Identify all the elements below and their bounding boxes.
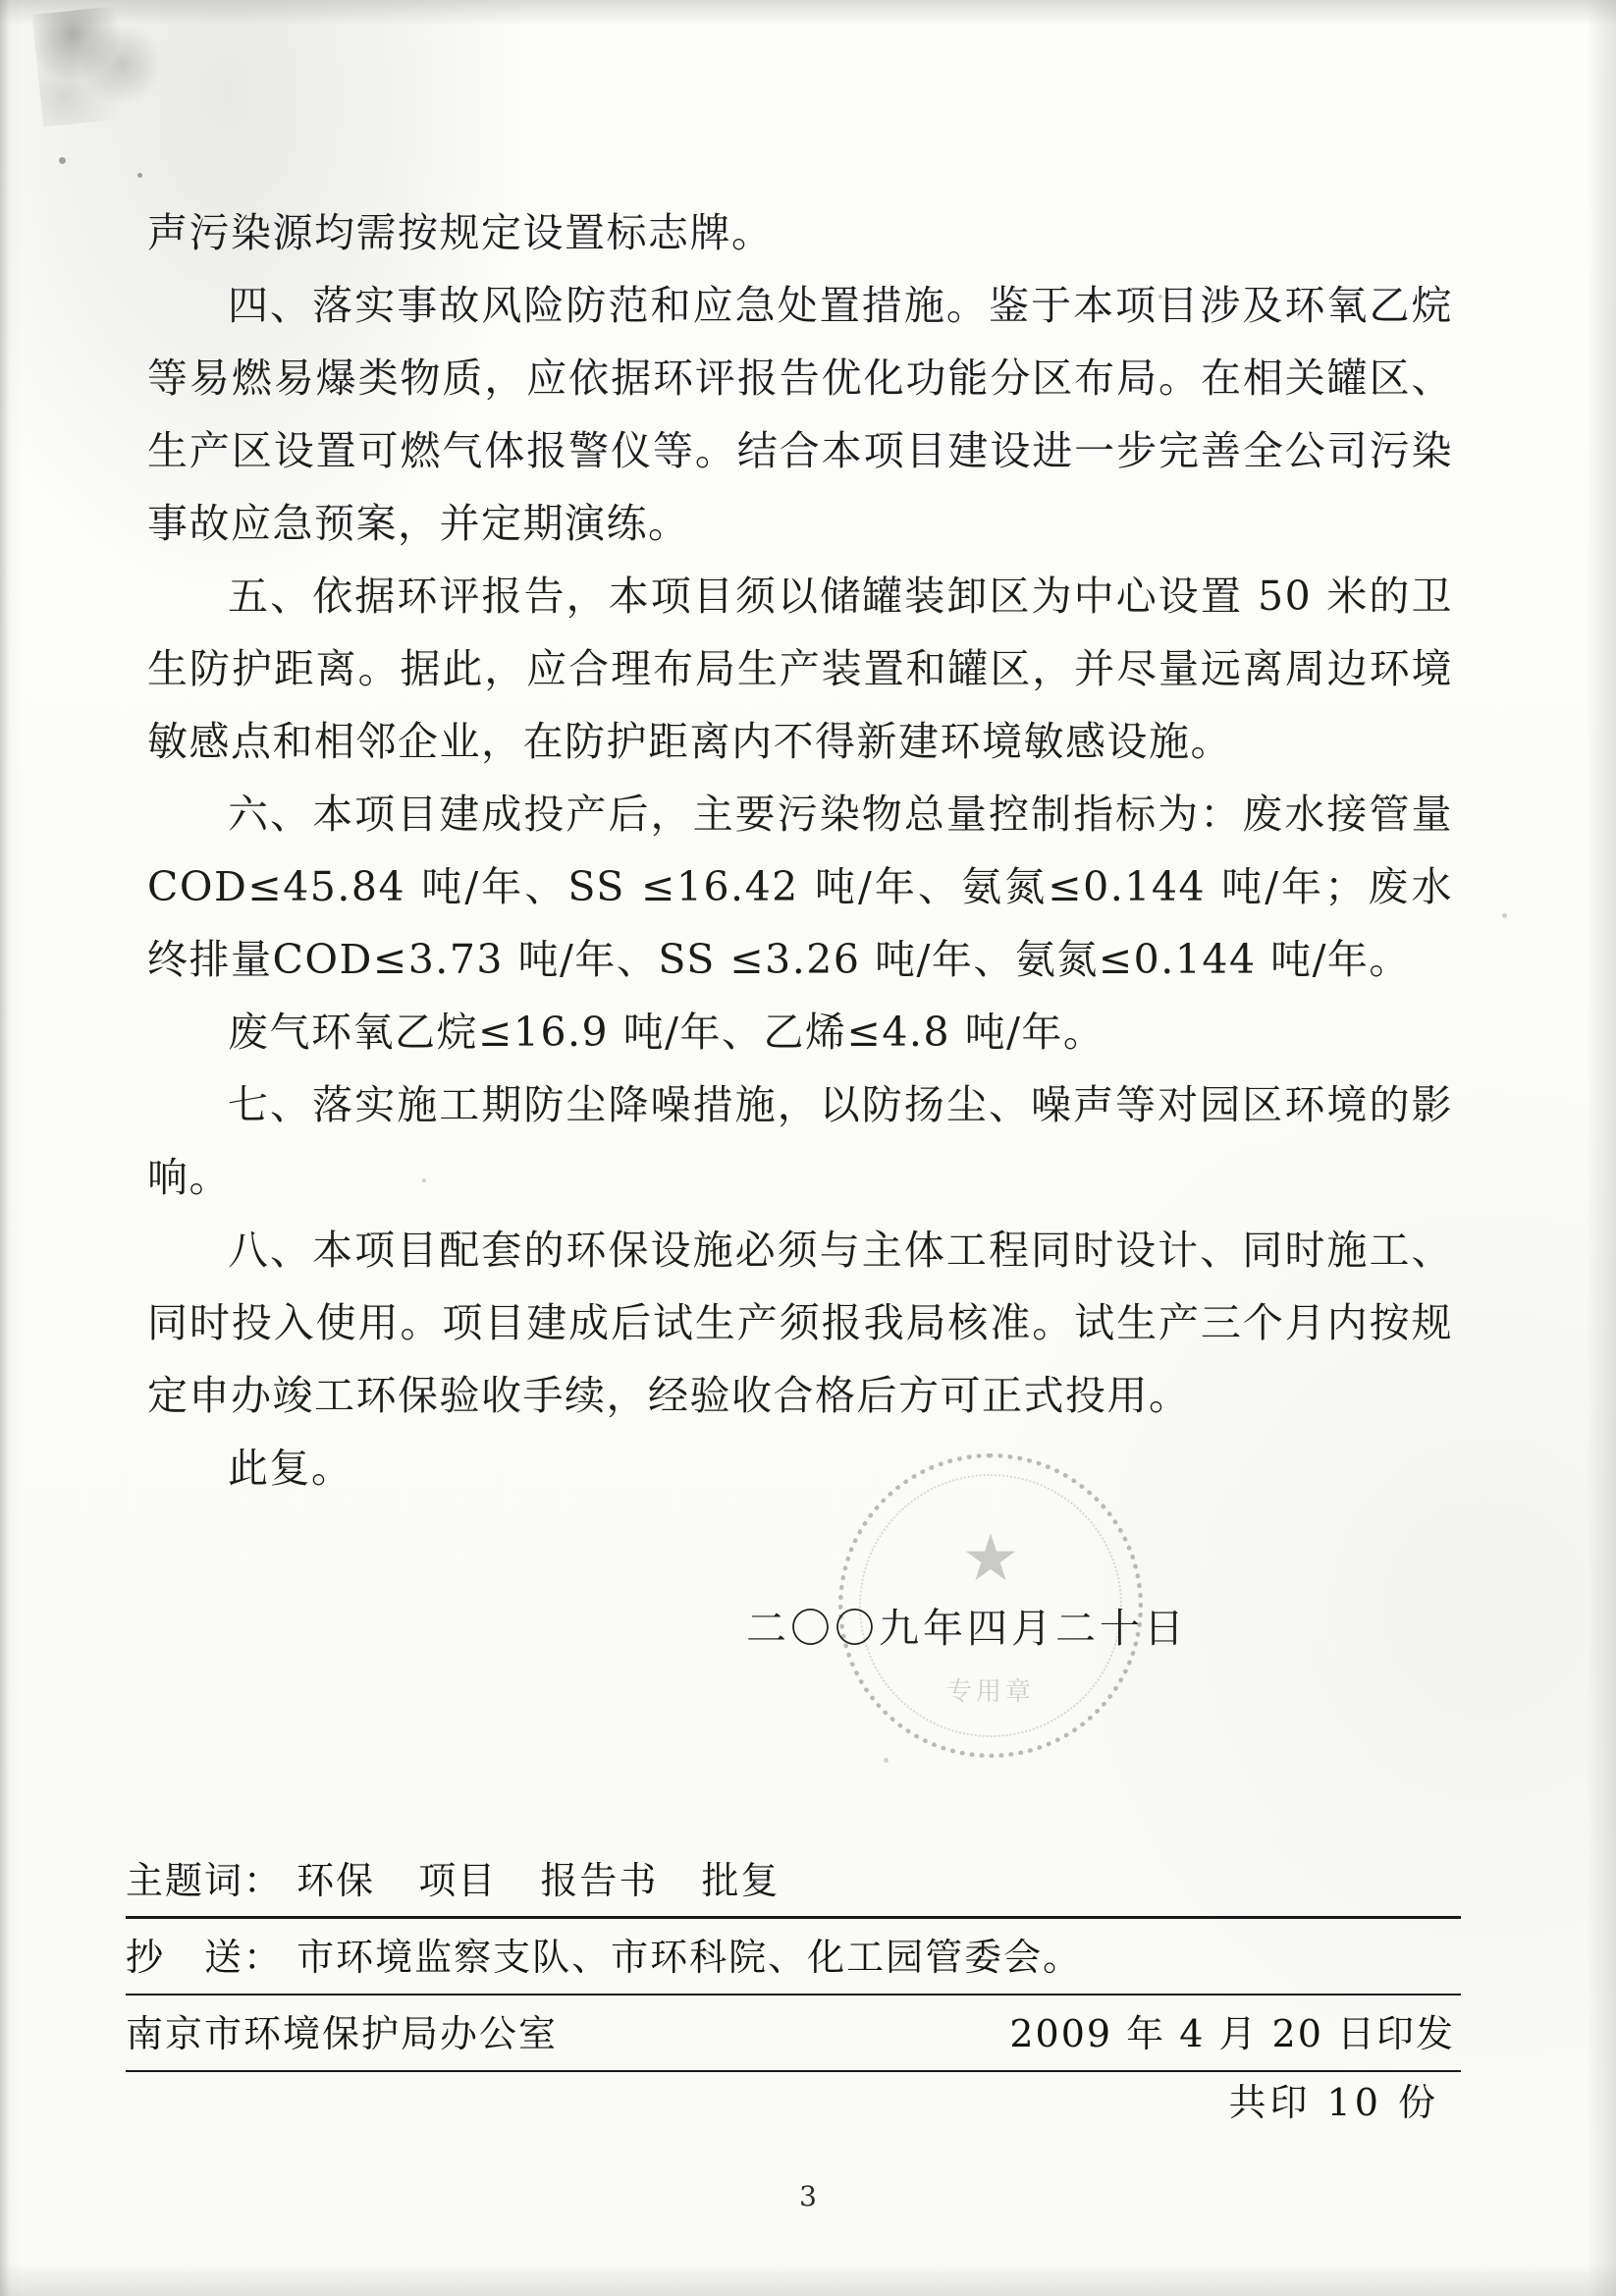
scan-edge-left — [0, 0, 22, 2296]
scan-speck — [884, 1758, 889, 1763]
scan-edge-bottom — [0, 2263, 1616, 2296]
footer-copy-to-row — [126, 1923, 1461, 1999]
issuer-office: 南京市环境保护局办公室 — [126, 2012, 559, 2055]
paragraph-item-seven: 七、落实施工期防尘降噪措施，以防扬尘、噪声等对园区环境的影响。 — [147, 1081, 1453, 1201]
print-count: 共印 10 份 — [1228, 2081, 1439, 2124]
footer-rule — [126, 1994, 1461, 1995]
keyword-item: 项目 — [418, 1859, 498, 1902]
scan-speck — [137, 173, 142, 178]
seal-star-icon: ★ — [961, 1520, 1020, 1596]
issue-date: 2009 年 4 月 20 日印发 — [1009, 2012, 1455, 2055]
document-footer — [126, 1846, 1461, 2076]
seal-bottom-text: 专用章 — [945, 1677, 1036, 1707]
keyword-item: 报告书 — [540, 1859, 659, 1902]
paragraph-item-six: 六、本项目建成投产后，主要污染物总量控制指标为：废水接管量COD≤45.84 吨/年、SS ≤16.42 吨/年、氨氮≤0.144 吨/年；废水终排量COD≤3.73 吨/年、SS ≤3.26 吨/年、氨氮≤0.144 吨/年。 — [147, 791, 1453, 983]
document-body — [147, 196, 1453, 1504]
page-number: 3 — [799, 2180, 817, 2213]
paragraph-closing: 此复。 — [228, 1445, 353, 1492]
copy-to-label: 抄 送： — [126, 1936, 284, 1979]
footer-issuer-row — [126, 1999, 1461, 2076]
scan-corner-smudge — [31, 2, 170, 128]
paragraph-item-eight: 八、本项目配套的环保设施必须与主体工程同时设计、同时施工、同时投入使用。项目建成后试生产须报我局核准。试生产三个月内按规定申办竣工环保验收手续，经验收合格后方可正式投用。 — [147, 1227, 1453, 1419]
signature-date: 二〇〇九年四月二十日 — [746, 1605, 1188, 1652]
keywords-list — [296, 1859, 809, 1902]
copy-to-recipients: 市环境监察支队、市环科院、化工园管委会。 — [296, 1936, 1083, 1979]
paragraph-item-four: 四、落实事故风险防范和应急处置措施。鉴于本项目涉及环氧乙烷等易燃易爆类物质，应依据环评报告优化功能分区布局。在相关罐区、生产区设置可燃气体报警仪等。结合本项目建设进一步完善全公司污染事故应急预案，并定期演练。 — [147, 282, 1453, 547]
scan-edge-top — [0, 0, 1616, 26]
paragraph-item-five: 五、依据环评报告，本项目须以储罐装卸区为中心设置 50 米的卫生防护距离。据此，应合理布局生产装置和罐区，并尽量远离周边环境敏感点和相邻企业，在防护距离内不得新建环境敏感设施。 — [147, 573, 1453, 765]
keyword-item: 环保 — [296, 1859, 376, 1902]
keywords-label: 主题词： — [126, 1859, 284, 1902]
scan-speck — [59, 157, 66, 164]
footer-rule — [126, 1916, 1461, 1919]
paragraph-continued-noise: 声污染源均需按规定设置标志牌。 — [147, 209, 774, 256]
paragraph-item-six-gas: 废气环氧乙烷≤16.9 吨/年、乙烯≤4.8 吨/年。 — [228, 1009, 1105, 1056]
footer-keywords-row — [126, 1846, 1461, 1923]
scan-edge-right — [1587, 0, 1616, 2296]
keyword-item: 批复 — [701, 1859, 781, 1902]
scan-speck — [1502, 913, 1507, 918]
